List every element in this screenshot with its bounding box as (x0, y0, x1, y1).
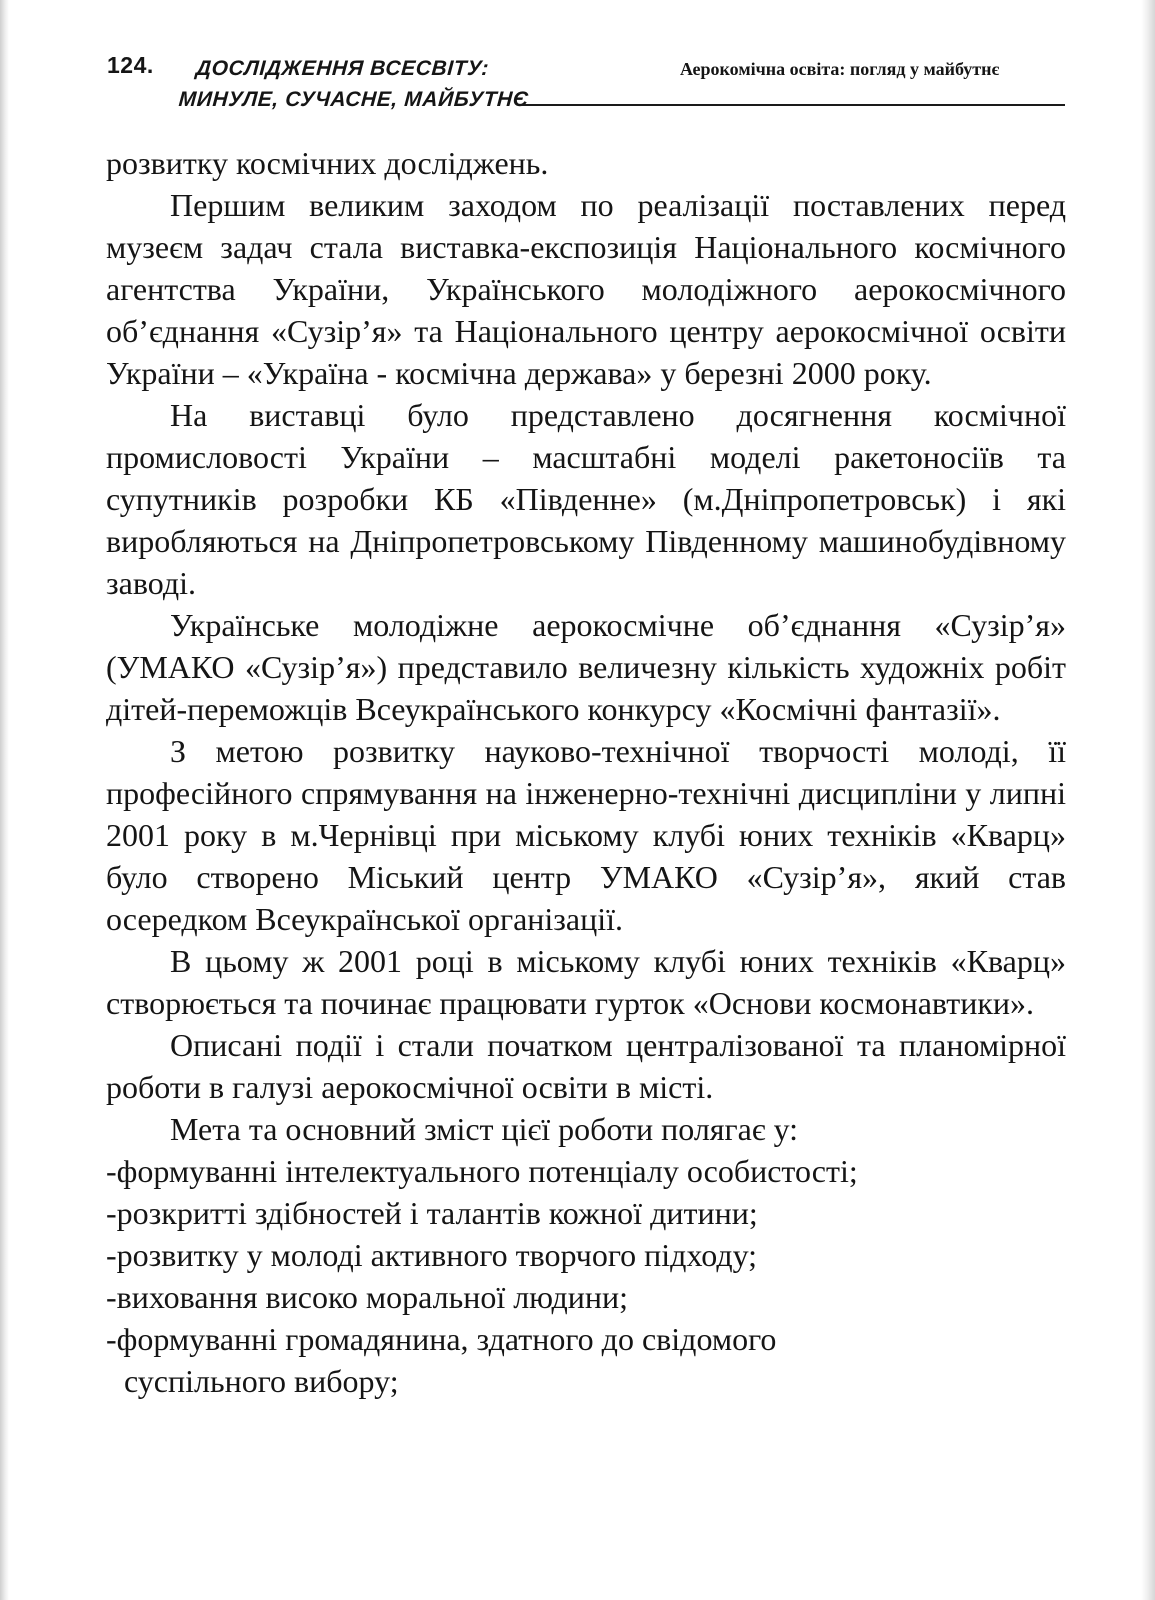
paragraph: Описані події і стали початком централізованої та планомірної роботи в галузі аерокосмічної освіти в місті. (106, 1027, 1066, 1105)
book-title-line-2: МИНУЛЕ, СУЧАСНЕ, МАЙБУТНЄ (177, 88, 530, 111)
list-item: -формуванні інтелектуального потенціалу особистості; (106, 1153, 858, 1189)
body-text (106, 142, 1066, 1402)
page-number: 124. (107, 52, 154, 78)
list-item: -виховання високо моральної людини; (106, 1279, 628, 1315)
paragraph: Першим великим заходом по реалізації поставлених перед музеєм задач стала виставка-експозиція Національного космічного агентства України, Українського молодіжного аерокосмічного об’єднання «Сузір’я» та Національного центру аерокосмічної освіти України – «Україна - космічна держава» у березні 2000 року. (106, 187, 1066, 391)
list-item: -розвитку у молоді активного творчого підходу; (106, 1237, 758, 1273)
paragraph: З метою розвитку науково-технічної творчості молоді, її професійного спрямування на інженерно-технічні дисципліни у липні 2001 року в м.Чернівці при міському клубі юних техніків «Кварц» було створено Міський центр УМАКО «Сузір’я», який став осередком Всеукраїнської організації. (106, 733, 1066, 937)
list-intro: Мета та основний зміст цієї роботи полягає у: (170, 1111, 799, 1147)
paragraph: Українське молодіжне аерокосмічне об’єднання «Сузір’я» (УМАКО «Сузір’я») представило величезну кількість художніх робіт дітей-переможців Всеукраїнського конкурсу «Космічні фантазії». (106, 607, 1066, 727)
list-item-continuation: суспільного вибору; (124, 1363, 399, 1399)
paragraph: На виставці було представлено досягнення космічної промисловості України – масштабні моделі ракетоносіїв та супутників розробки КБ «Південне» (м.Дніпропетровськ) і які виробляються на Дніпропетровському Південному машинобудівному заводі. (106, 397, 1066, 601)
book-title-line-1: ДОСЛІДЖЕННЯ ВСЕСВІТУ: (195, 57, 490, 80)
header-rule (520, 104, 1065, 106)
list-item: -формуванні громадянина, здатного до свідомого (106, 1321, 777, 1357)
list-item: -розкритті здібностей і талантів кожної дитини; (106, 1195, 758, 1231)
paragraph: В цьому ж 2001 році в міському клубі юних техніків «Кварц» створюється та починає працювати гурток «Основи космонавтики». (106, 943, 1066, 1021)
running-header (0, 0, 1155, 140)
paragraph-continuation: розвитку космічних досліджень. (106, 145, 549, 181)
section-title: Аерокомічна освіта: погляд у майбутнє (680, 59, 1000, 79)
